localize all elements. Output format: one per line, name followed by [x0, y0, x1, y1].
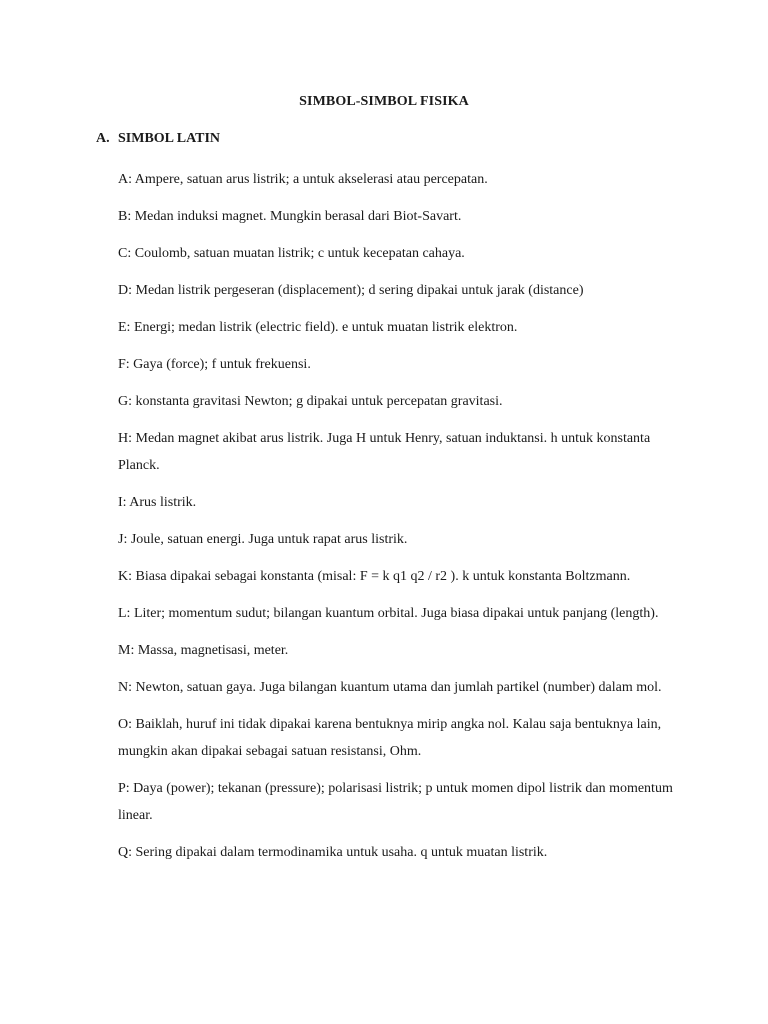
section-heading-text: SIMBOL LATIN: [118, 131, 221, 146]
symbol-entry-o: O: Baiklah, huruf ini tidak dipakai karena bentuknya mirip angka nol. Kalau saja bentuknya lain, mungkin akan dipakai sebagai satuan resistansi, Ohm.: [118, 717, 662, 759]
symbol-entry-j: J: Joule, satuan energi. Juga untuk rapat arus listrik.: [118, 532, 408, 547]
symbol-entry-d: D: Medan listrik pergeseran (displacement); d sering dipakai untuk jarak (distance): [118, 283, 584, 298]
symbol-entry-n: N: Newton, satuan gaya. Juga bilangan kuantum utama dan jumlah partikel (number) dalam mol.: [118, 680, 662, 695]
symbol-entry-m: M: Massa, magnetisasi, meter.: [118, 643, 289, 658]
symbol-entry-a: A: Ampere, satuan arus listrik; a untuk akselerasi atau percepatan.: [118, 172, 488, 187]
symbol-entry-k: K: Biasa dipakai sebagai konstanta (misal: F = k q1 q2 / r2 ). k untuk konstanta Boltzmann.: [118, 569, 631, 584]
symbol-entry-b: B: Medan induksi magnet. Mungkin berasal dari Biot-Savart.: [118, 209, 462, 224]
symbol-entry-l: L: Liter; momentum sudut; bilangan kuantum orbital. Juga biasa dipakai untuk panjang (length).: [118, 606, 659, 621]
symbol-entry-q: Q: Sering dipakai dalam termodinamika untuk usaha. q untuk muatan listrik.: [118, 845, 548, 860]
symbol-entry-p: P: Daya (power); tekanan (pressure); polarisasi listrik; p untuk momen dipol listrik dan momentum linear.: [118, 781, 673, 823]
page-title: SIMBOL-SIMBOL FISIKA: [299, 94, 469, 109]
section-marker: A.: [96, 131, 110, 146]
symbol-entry-f: F: Gaya (force); f untuk frekuensi.: [118, 357, 311, 372]
symbol-entry-c: C: Coulomb, satuan muatan listrik; c untuk kecepatan cahaya.: [118, 246, 465, 261]
symbol-entry-i: I: Arus listrik.: [118, 495, 197, 510]
symbol-entry-e: E: Energi; medan listrik (electric field). e untuk muatan listrik elektron.: [118, 320, 518, 335]
section-heading: [96, 130, 220, 148]
symbol-entry-h: H: Medan magnet akibat arus listrik. Juga H untuk Henry, satuan induktansi. h untuk konstanta Planck.: [118, 431, 651, 473]
symbol-list: [118, 166, 678, 876]
symbol-entry-g: G: konstanta gravitasi Newton; g dipakai untuk percepatan gravitasi.: [118, 394, 503, 409]
